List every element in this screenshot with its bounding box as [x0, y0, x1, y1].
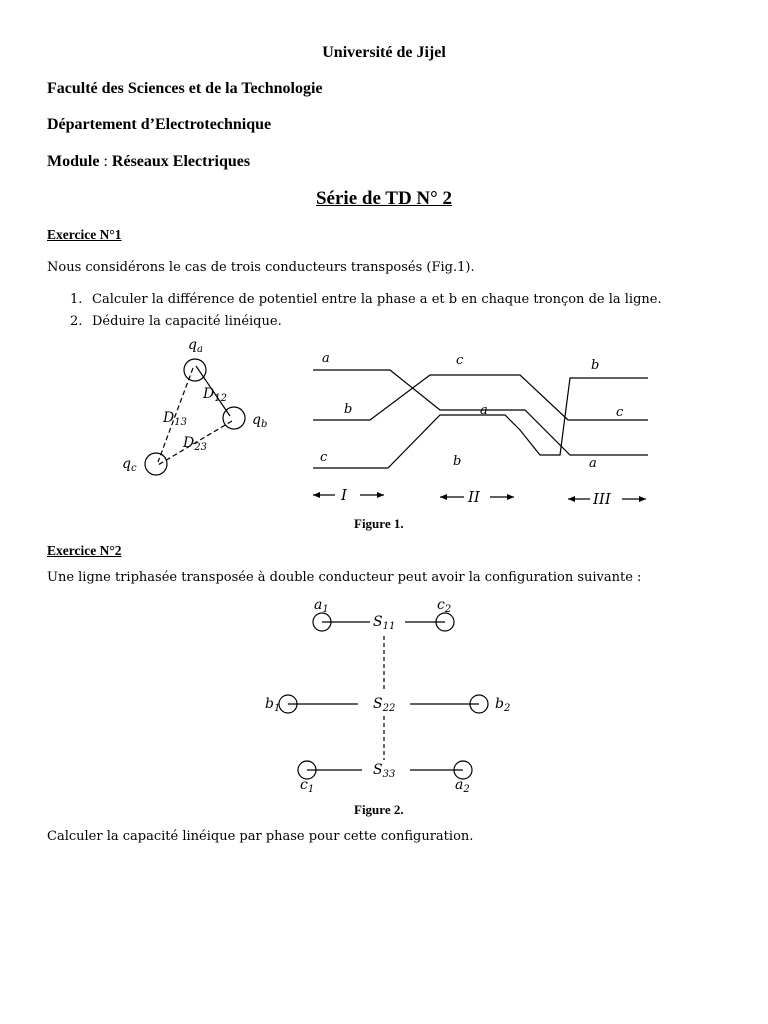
- figure2-caption: Figure 2.: [354, 802, 404, 817]
- section-III-label: III: [593, 490, 611, 508]
- section3-label-a: a: [589, 456, 597, 471]
- exercise2-heading: Exercice N°2: [47, 543, 122, 558]
- label-a2: $a_2$: [455, 777, 470, 795]
- university-title: Université de Jijel: [322, 44, 446, 61]
- label-qa: $q_a$: [188, 337, 203, 355]
- section3-label-c: c: [616, 405, 624, 420]
- list-item-number: 1.: [70, 292, 83, 307]
- department-title: Département d’Electrotechnique: [47, 116, 272, 133]
- exercise1-intro: Nous considérons le cas de trois conducteurs transposés (Fig.1).: [47, 260, 475, 275]
- label-b1: $b_1$: [265, 696, 281, 714]
- section3-label-b: b: [591, 358, 600, 373]
- section1-label-c: c: [320, 450, 328, 465]
- figure1-caption: Figure 1.: [354, 516, 404, 531]
- label-a1: $a_1$: [314, 597, 329, 615]
- label-d12: $D_{12}$: [203, 386, 227, 404]
- section1-label-b: b: [344, 402, 353, 417]
- label-c1: $c_1$: [300, 777, 315, 795]
- label-s33: $S_{33}$: [373, 762, 396, 780]
- list-item-text: Calculer la différence de potentiel entre la phase a et b en chaque tronçon de la ligne.: [92, 292, 662, 307]
- list-item-number: 2.: [70, 314, 83, 329]
- label-qc: $q_c$: [122, 456, 137, 474]
- section-I-label: I: [341, 486, 347, 504]
- conductor-c-circle: [145, 453, 167, 475]
- section2-label-b: b: [453, 454, 462, 469]
- label-b2: $b_2$: [495, 696, 511, 714]
- label-qb: $q_b$: [252, 412, 268, 430]
- label-s22: $S_{22}$: [373, 696, 396, 714]
- faculty-title: Faculté des Sciences et de la Technologie: [47, 80, 323, 97]
- label-s11: $S_{11}$: [373, 614, 396, 632]
- list-item-text: Déduire la capacité linéique.: [92, 314, 282, 329]
- section2-label-a: a: [480, 403, 488, 418]
- module-value: Réseaux Electriques: [111, 153, 251, 170]
- section2-label-c: c: [456, 353, 464, 368]
- conductor-a-circle: [184, 359, 206, 381]
- exercise2-question: Calculer la capacité linéique par phase pour cette configuration.: [47, 829, 474, 844]
- exercise1-heading: Exercice N°1: [47, 227, 122, 242]
- exercise2-intro: Une ligne triphasée transposée à double conducteur peut avoir la configuration suivante :: [47, 570, 642, 585]
- serie-title: Série de TD N° 2: [315, 188, 452, 209]
- label-d13: $D_{13}$: [163, 410, 187, 428]
- section-II-label: II: [468, 488, 480, 506]
- module-label: Module: [47, 153, 100, 170]
- label-d23: $D_{23}$: [183, 435, 207, 453]
- label-c2: $c_2$: [437, 597, 452, 615]
- module-separator: :: [99, 153, 112, 170]
- section1-label-a: a: [322, 351, 330, 366]
